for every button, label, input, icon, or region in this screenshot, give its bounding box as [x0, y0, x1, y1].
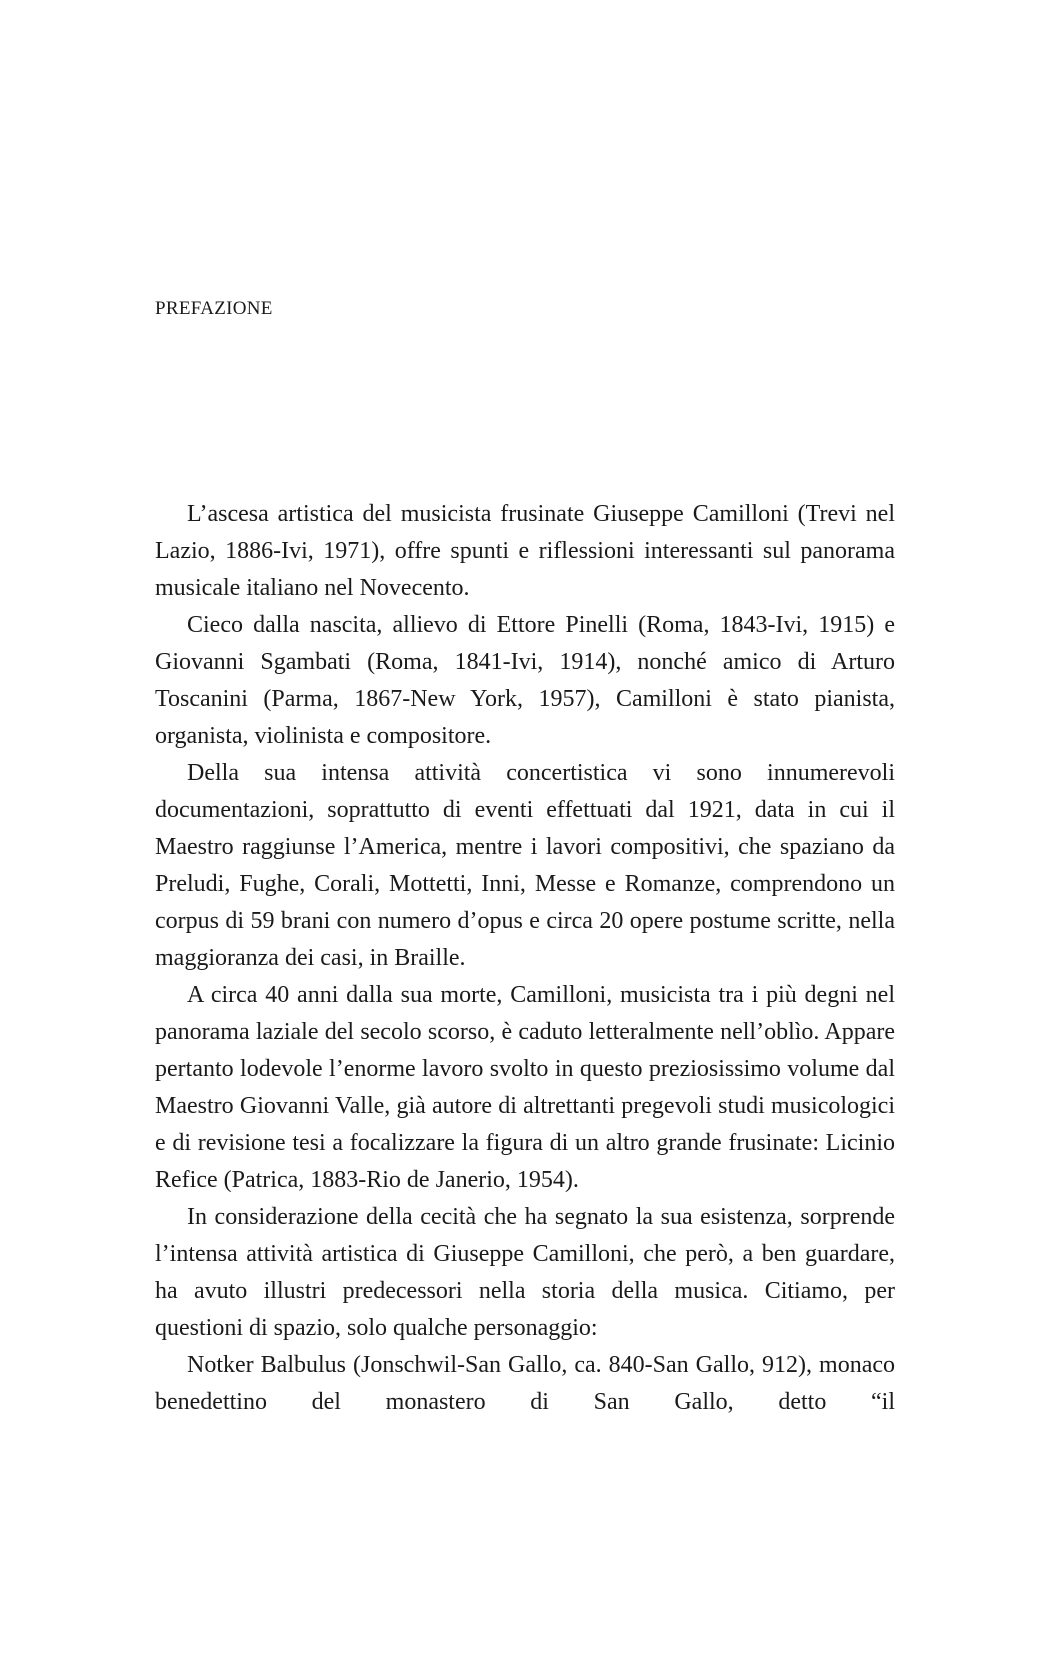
paragraph: Cieco dalla nascita, allievo di Ettore Pinelli (Roma, 1843-Ivi, 1915) e Giovanni Sgambati (Roma, 1841-Ivi, 1914), nonché amico di Arturo Toscanini (Parma, 1867-New York, 1957), Camilloni è stato pianista, organista, violinista e compositore. — [155, 612, 895, 749]
page-heading: PREFAZIONE — [155, 298, 273, 319]
paragraph: Notker Balbulus (Jonschwil-San Gallo, ca. 840-San Gallo, 912), monaco benedettino del monastero di San Gallo, detto “il — [155, 1352, 895, 1415]
paragraph: In considerazione della cecità che ha segnato la sua esistenza, sorprende l’intensa attività artistica di Giuseppe Camilloni, che però, a ben guardare, ha avuto illustri predecessori nella storia della musica. Citiamo, per questioni di spazio, solo qualche personaggio: — [155, 1204, 895, 1341]
body-text — [155, 496, 895, 1421]
paragraph: A circa 40 anni dalla sua morte, Camilloni, musicista tra i più degni nel panorama laziale del secolo scorso, è caduto letteralmente nell’oblìo. Appare pertanto lodevole l’enorme lavoro svolto in questo preziosissimo volume dal Maestro Giovanni Valle, già autore di altrettanti pregevoli studi musicologici e di revisione tesi a focalizzare la figura di un altro grande frusinate: Licinio Refice (Patrica, 1883-Rio de Janerio, 1954). — [155, 982, 895, 1193]
paragraph: L’ascesa artistica del musicista frusinate Giuseppe Camilloni (Trevi nel Lazio, 1886-Ivi, 1971), offre spunti e riflessioni interessanti sul panorama musicale italiano nel Novecento. — [155, 501, 895, 601]
paragraph: Della sua intensa attività concertistica vi sono innumerevoli documentazioni, soprattutto di eventi effettuati dal 1921, data in cui il Maestro raggiunse l’America, mentre i lavori compositivi, che spaziano da Preludi, Fughe, Corali, Mottetti, Inni, Messe e Romanze, comprendono un corpus di 59 brani con numero d’opus e circa 20 opere postume scritte, nella maggioranza dei casi, in Braille. — [155, 760, 895, 971]
